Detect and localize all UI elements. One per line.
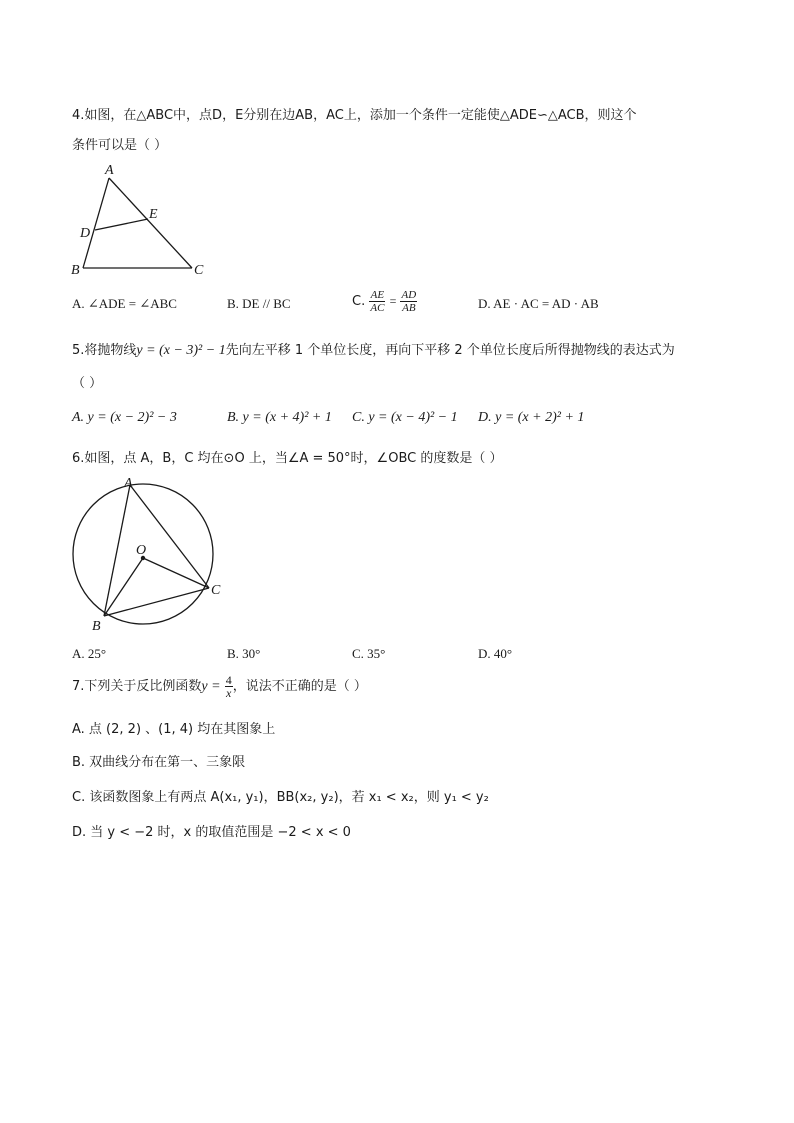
q7-stem-fraction: $\frac{4}{x}$ (225, 673, 232, 700)
q4-option-d: D. AE · AC = AD · AB (478, 296, 599, 311)
q4-option-b: B. DE // BC (227, 296, 291, 311)
q7-option-b: B. 双曲线分布在第一、三象限 (72, 755, 246, 770)
q6-option-d: D. 40° (478, 646, 513, 661)
q5-stem-line2: （ ） (72, 376, 103, 391)
q5-stem-line1 (72, 339, 675, 359)
q4-stem-line1: 4.如图，在△ABC中，点D，E分别在边AB，AC上，添加一个条件一定能使△ADE∽△ACB，则这个 (72, 108, 637, 123)
q4-label-b: B (71, 263, 80, 278)
q5-option-b: B. y = (x + 4)² + 1 (227, 410, 332, 425)
q6-label-c: C (211, 583, 221, 598)
q4-label-a: A (105, 163, 114, 178)
q4-option-c: C. $\frac{AE}{AC}$ = $\frac{AD}{AB}$ (352, 289, 417, 314)
q7-option-c: C. 该函数图象上有两点 A(x₁, y₁)，BB(x₂, y₂)，若 x₁ < x₂，则 y₁ < y₂ (72, 790, 489, 805)
q7-stem-text-a: 7.下列关于反比例函数 (72, 679, 202, 694)
q5-stem-expression: y = (x − 3)² − 1 (136, 343, 226, 358)
q4-label-e: E (149, 207, 158, 222)
q4-triangle-figure (66, 160, 216, 280)
q6-stem: 6.如图，点 A，B，C 均在⊙O 上，当∠A = 50°时，∠OBC 的度数是（ ） (72, 451, 503, 466)
q7-option-a: A. 点 (2, 2) 、(1, 4) 均在其图象上 (72, 722, 276, 737)
q5-option-c: C. y = (x − 4)² − 1 (352, 410, 458, 425)
q7-option-d: D. 当 y < −2 时，x 的取值范围是 −2 < x < 0 (72, 825, 351, 840)
q6-option-b: B. 30° (227, 646, 261, 661)
q5-stem-text-b: 先向左平移 1 个单位长度，再向下平移 2 个单位长度后所得抛物线的表达式为 (225, 343, 675, 358)
q7-stem (72, 674, 367, 699)
q4-option-c-fraction-right: $\frac{AD}{AB}$ (401, 289, 417, 314)
q4-label-c: C (194, 263, 204, 278)
q6-label-o: O (136, 543, 147, 558)
q5-option-d: D. y = (x + 2)² + 1 (478, 410, 585, 425)
q6-label-b: B (92, 619, 101, 634)
q4-stem-line2: 条件可以是（ ） (72, 138, 168, 153)
q7-stem-y: y = (201, 679, 221, 694)
q7-stem-text-b: ，说法不正确的是（ ） (232, 679, 367, 694)
q5-stem-text-a: 5.将抛物线 (72, 343, 137, 358)
q6-circle-figure (66, 470, 236, 640)
q6-label-a: A (124, 476, 133, 491)
q5-option-a: A. y = (x − 2)² − 3 (72, 410, 177, 425)
q4-option-c-prefix: C. (352, 294, 366, 309)
q4-option-c-fraction-left: $\frac{AE}{AC}$ (370, 289, 385, 314)
q6-option-a: A. 25° (72, 646, 107, 661)
q4-label-d: D (80, 226, 91, 241)
q4-option-a: A. ∠ADE = ∠ABC (72, 296, 177, 311)
q6-option-c: C. 35° (352, 646, 386, 661)
